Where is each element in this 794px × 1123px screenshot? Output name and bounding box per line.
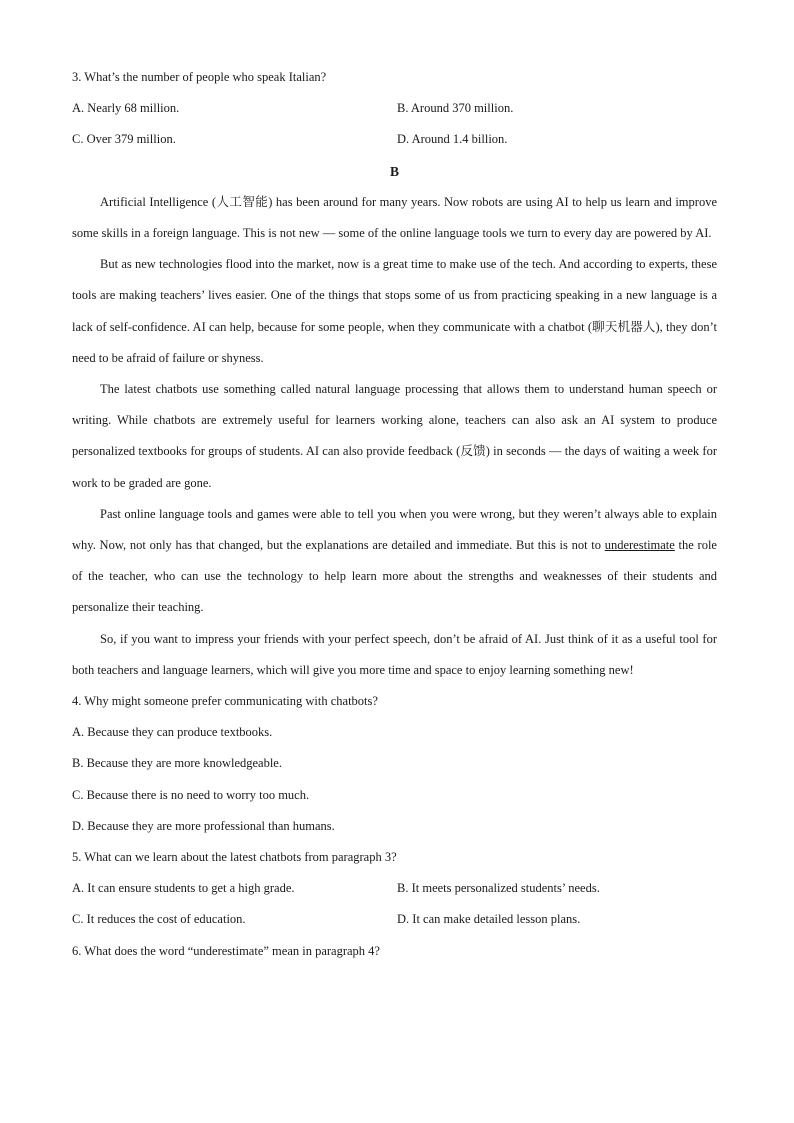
section-heading: B — [389, 163, 399, 179]
question-4-option-d: D. Because they are more professional than humans. — [72, 818, 335, 833]
question-3-stem: 3. What’s the number of people who speak Italian? — [72, 70, 327, 84]
passage-paragraph-5: So, if you want to impress your friends with your perfect speech, don’t be afraid of AI. Just think of it as a useful tool for both teachers and language learners, which will give you more time and space to enjoy learning something new! — [72, 631, 717, 677]
passage-paragraph-2: But as new technologies flood into the market, now is a great time to make use of the tech. And according to experts, these tools are making teachers’ lives easier. One of the things that stops some of us from practicing speaking in a new language is a lack of self-confidence. AI can help, because for some people, when they communicate with a chatbot (聊天机器人), they don’t need to be afraid of failure or shyness. — [72, 257, 717, 365]
question-5-option-d: D. It can make detailed lesson plans. — [397, 912, 581, 927]
passage-paragraph-1: Artificial Intelligence (人工智能) has been around for many years. Now robots are using AI to help us learn and improve some skills in a foreign language. This is not new — some of the online language tools we turn to every day are powered by AI. — [72, 194, 717, 240]
passage-paragraph-4 — [72, 499, 717, 624]
question-4-option-c: C. Because there is no need to worry too much. — [72, 787, 310, 802]
question-4-option-b: B. Because they are more knowledgeable. — [72, 756, 282, 771]
question-3-option-c: C. Over 379 million. — [72, 132, 176, 147]
question-3-options-row-1 — [72, 93, 717, 124]
passage-paragraph-3: The latest chatbots use something called natural language processing that allows them to understand human speech or writing. While chatbots are extremely useful for learners working alone, teachers can also ask an AI system to produce personalized textbooks for groups of students. AI can also provide feedback (反馈) in seconds — the days of waiting a week for work to be graded are gone. — [72, 381, 717, 490]
underlined-word: underestimate — [604, 537, 675, 552]
paragraph-4-text-before: Past online language tools and games were able to tell you when you were wrong, but they weren’t always able to explain why. Now, not only has that changed, but the explanations are detailed and immediate. But this is not to — [72, 506, 717, 552]
question-5-option-a: A. It can ensure students to get a high grade. — [72, 881, 295, 896]
exam-page — [72, 62, 717, 967]
question-3-option-d: D. Around 1.4 billion. — [397, 132, 508, 147]
question-5-stem: 5. What can we learn about the latest chatbots from paragraph 3? — [72, 849, 397, 864]
question-3-option-b: B. Around 370 million. — [397, 101, 514, 116]
question-3-options-row-2 — [72, 124, 717, 155]
question-4-stem: 4. Why might someone prefer communicating with chatbots? — [72, 694, 378, 708]
question-5-option-c: C. It reduces the cost of education. — [72, 912, 246, 927]
question-5-options-row-2 — [72, 904, 717, 935]
question-3-option-a: A. Nearly 68 million. — [72, 101, 180, 116]
question-6-stem: 6. What does the word “underestimate” mean in paragraph 4? — [72, 943, 380, 958]
question-5-option-b: B. It meets personalized students’ needs. — [397, 881, 600, 896]
paragraph-4-text-after: the role of the teacher, who can use the technology to help learn more about the strengths and weaknesses of their students and personalize their teaching. — [72, 537, 717, 615]
question-5-options-row-1 — [72, 873, 717, 904]
question-4-option-a: A. Because they can produce textbooks. — [72, 725, 273, 740]
